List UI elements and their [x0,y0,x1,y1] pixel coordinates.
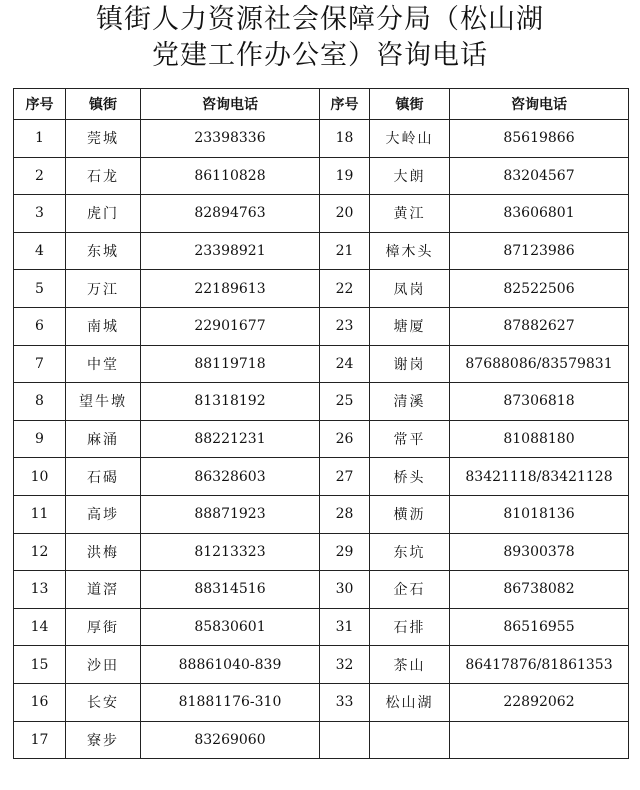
table-row [14,157,629,195]
row-number: 9 [14,420,66,458]
town-name: 高埗 [66,495,141,533]
phone-number: 83204567 [450,157,629,195]
town-name: 沙田 [66,646,141,684]
row-number: 18 [320,120,370,158]
row-number: 29 [320,533,370,571]
row-number: 24 [320,345,370,383]
row-number: 27 [320,458,370,496]
phone-number: 23398921 [141,232,320,270]
town-name: 东坑 [370,533,450,571]
table-row [14,608,629,646]
town-name: 清溪 [370,383,450,421]
row-number: 1 [14,120,66,158]
row-number: 12 [14,533,66,571]
row-number: 25 [320,383,370,421]
row-number: 15 [14,646,66,684]
town-name: 厚街 [66,608,141,646]
row-number: 22 [320,270,370,308]
phone-number: 88221231 [141,420,320,458]
row-number: 14 [14,608,66,646]
phone-number: 88119718 [141,345,320,383]
table-row [14,345,629,383]
table-body [14,120,629,759]
table-row [14,646,629,684]
table-row [14,458,629,496]
phone-number: 86110828 [141,157,320,195]
phone-number: 83269060 [141,721,320,759]
table-row [14,195,629,233]
phone-number: 23398336 [141,120,320,158]
town-name: 横沥 [370,495,450,533]
town-name: 大岭山 [370,120,450,158]
town-name: 石排 [370,608,450,646]
town-name: 凤岗 [370,270,450,308]
row-number: 23 [320,307,370,345]
phone-number: 81881176-310 [141,683,320,721]
row-number: 3 [14,195,66,233]
town-name: 东城 [66,232,141,270]
header-phone-left: 咨询电话 [141,89,320,120]
phone-number: 86738082 [450,571,629,609]
row-number: 19 [320,157,370,195]
row-number: 32 [320,646,370,684]
row-number: 7 [14,345,66,383]
header-town-right: 镇街 [370,89,450,120]
table-row [14,571,629,609]
table-row [14,721,629,759]
phone-number: 85619866 [450,120,629,158]
row-number: 2 [14,157,66,195]
row-number: 4 [14,232,66,270]
row-number: 21 [320,232,370,270]
table-row [14,420,629,458]
header-phone-right: 咨询电话 [450,89,629,120]
phone-number: 87688086/83579831 [450,345,629,383]
phone-number: 89300378 [450,533,629,571]
town-name: 望牛墩 [66,383,141,421]
town-name: 樟木头 [370,232,450,270]
town-name: 塘厦 [370,307,450,345]
phone-number: 81018136 [450,495,629,533]
town-name: 桥头 [370,458,450,496]
town-name: 石龙 [66,157,141,195]
phone-number: 22901677 [141,307,320,345]
document-title-line-2: 党建工作办公室）咨询电话 [152,40,488,71]
town-name: 茶山 [370,646,450,684]
phone-number: 86417876/81861353 [450,646,629,684]
row-number: 17 [14,721,66,759]
header-seq-right: 序号 [320,89,370,120]
table-row [14,383,629,421]
row-number: 20 [320,195,370,233]
row-number: 8 [14,383,66,421]
town-name: 常平 [370,420,450,458]
header-town-left: 镇街 [66,89,141,120]
table-header-row [14,89,629,120]
phone-number: 88871923 [141,495,320,533]
town-name: 长安 [66,683,141,721]
phone-number: 22189613 [141,270,320,308]
town-name: 南城 [66,307,141,345]
phone-number: 87882627 [450,307,629,345]
table-row [14,533,629,571]
row-number: 28 [320,495,370,533]
table-row [14,120,629,158]
town-name: 洪梅 [66,533,141,571]
town-name [370,721,450,759]
row-number: 31 [320,608,370,646]
phone-number: 83421118/83421128 [450,458,629,496]
phone-number: 88314516 [141,571,320,609]
row-number: 6 [14,307,66,345]
town-name: 谢岗 [370,345,450,383]
row-number: 26 [320,420,370,458]
town-name: 石碣 [66,458,141,496]
town-name: 寮步 [66,721,141,759]
phone-number: 86328603 [141,458,320,496]
row-number: 13 [14,571,66,609]
phone-number: 82894763 [141,195,320,233]
town-name: 万江 [66,270,141,308]
town-name: 中堂 [66,345,141,383]
town-name: 莞城 [66,120,141,158]
phone-number: 88861040-839 [141,646,320,684]
town-name: 企石 [370,571,450,609]
table-row [14,495,629,533]
contact-table [13,88,629,759]
row-number: 11 [14,495,66,533]
phone-number: 85830601 [141,608,320,646]
town-name: 虎门 [66,195,141,233]
phone-number: 82522506 [450,270,629,308]
row-number: 5 [14,270,66,308]
phone-number [450,721,629,759]
table-row [14,683,629,721]
town-name: 麻涌 [66,420,141,458]
phone-number: 87123986 [450,232,629,270]
document-title-line-1: 镇街人力资源社会保障分局（松山湖 [96,4,544,35]
town-name: 道滘 [66,571,141,609]
row-number [320,721,370,759]
phone-number: 81088180 [450,420,629,458]
phone-number: 87306818 [450,383,629,421]
town-name: 大朗 [370,157,450,195]
phone-number: 81213323 [141,533,320,571]
header-seq-left: 序号 [14,89,66,120]
town-name: 黄江 [370,195,450,233]
phone-number: 86516955 [450,608,629,646]
row-number: 16 [14,683,66,721]
row-number: 33 [320,683,370,721]
table-row [14,307,629,345]
row-number: 10 [14,458,66,496]
phone-number: 81318192 [141,383,320,421]
phone-number: 83606801 [450,195,629,233]
phone-number: 22892062 [450,683,629,721]
town-name: 松山湖 [370,683,450,721]
table-row [14,232,629,270]
row-number: 30 [320,571,370,609]
table-row [14,270,629,308]
